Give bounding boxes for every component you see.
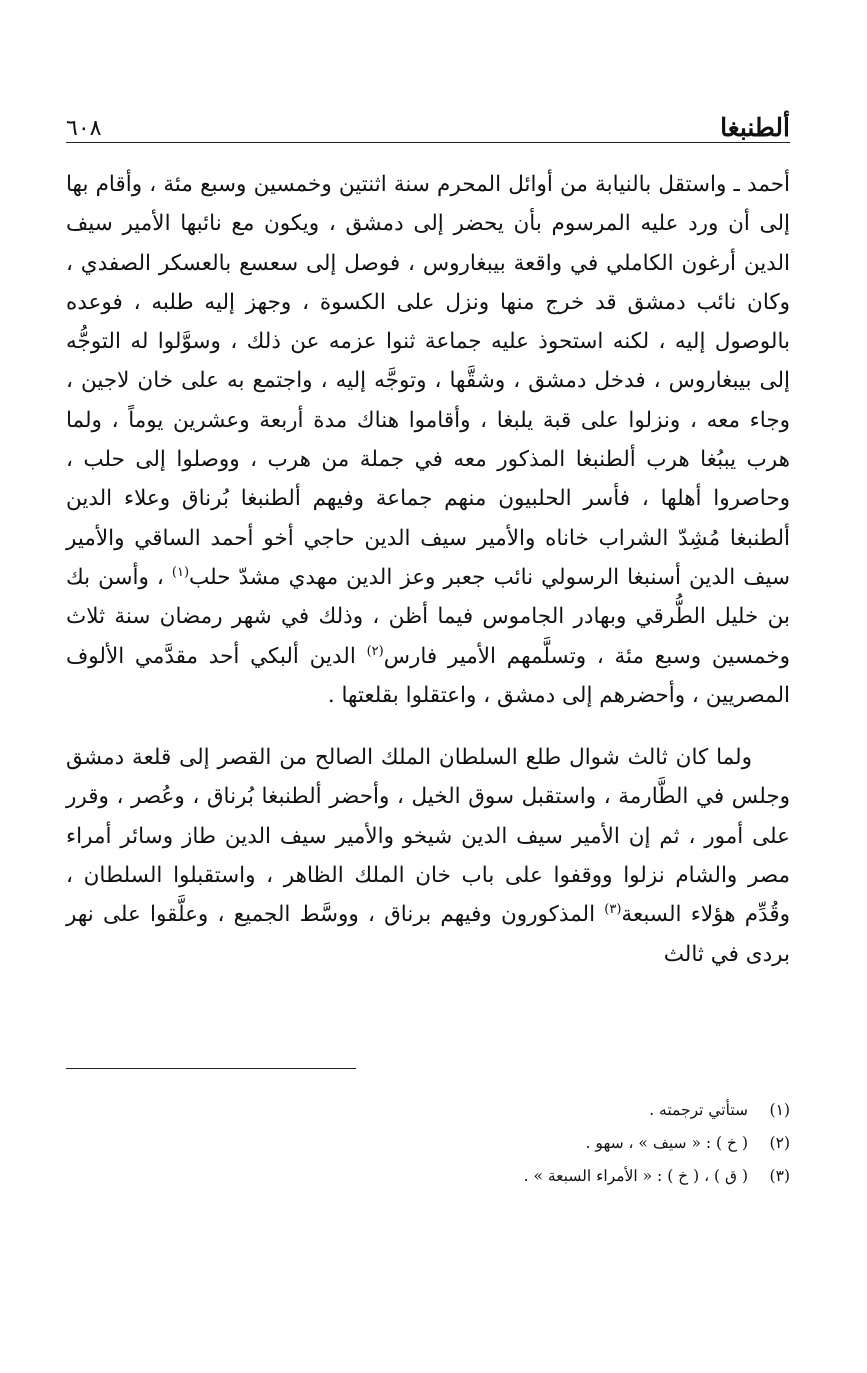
body-text: [66, 165, 790, 974]
footnote-text: ستأتي ترجمته .: [649, 1101, 748, 1119]
footnote-number: (٢): [769, 1134, 790, 1152]
footnote-rule: [66, 1068, 356, 1069]
footnote-ref-2: (٢): [366, 643, 384, 659]
paragraph-2: [66, 738, 790, 974]
footnote-2: [66, 1127, 790, 1160]
page-number: ٦٠٨: [66, 116, 102, 141]
page-header: [66, 98, 790, 140]
footnote-1: [66, 1094, 790, 1127]
paragraph-1: [66, 165, 790, 715]
footnote-ref-3: (٣): [604, 902, 622, 918]
book-page: [66, 0, 790, 1373]
footnote-text: ( خ ) : « سيف » ، سهو .: [585, 1134, 748, 1152]
footnote-number: (١): [769, 1101, 790, 1119]
footnote-number: (٣): [769, 1167, 790, 1185]
footnote-text: ( ق ) ، ( خ ) : « الأمراء السبعة » .: [523, 1167, 748, 1185]
paragraph-1-part-3: الدين ألبكي أحد مقدَّمي الألوف المصريين ، وأحضرهم إلى دمشق ، واعتقلوا بقلعتها .: [66, 643, 790, 708]
paragraph-1-part-2: ، وأسن بك بن خليل الطُّرقي وبهادر الجاموس فيما أظن ، وذلك في شهر رمضان سنة ثلاث وخمسين وسبع مئة ، وتسلَّمهم الأمير فارس: [66, 564, 791, 669]
footnotes: [66, 1094, 790, 1193]
footnote-ref-1: (١): [171, 564, 190, 580]
running-title: ألطنبغا: [720, 113, 790, 142]
header-rule: [66, 142, 790, 143]
paragraph-2-part-2: المذكورون وفيهم برناق ، ووسَّط الجميع ، وعلَّقوا على نهر بردى في ثالث: [66, 902, 790, 967]
paragraph-1-part-1: أحمد ـ واستقل بالنيابة من أوائل المحرم سنة اثنتين وخمسين وسبع مئة ، وأقام بها إلى أن ورد عليه المرسوم بأن يحضر إلى دمشق ، ويكون مع نائبها الأمير سيف الدين أرغون الكاملي في واقعة بيبغاروس ، فوصل إلى سعسع بالعسكر الصفدي ، وكان نائب دمشق قد خرج منها ونزل على الكسوة ، وجهز إليه طلبه ، فوعده بالوصول إليه ، لكنه استحوذ عليه جماعة ثنوا عزمه عن ذلك ، وسوَّلوا له التوجُّه إلى بيبغاروس ، فدخل دمشق ، وشقَّها ، وتوجَّه إليه ، واجتمع به على خان لاجين ، وجاء معه ، ونزلوا على قبة يلبغا ، وأقاموا هناك مدة أربعة وعشرين يوماً ، ولما هرب يببُغا هرب ألطنبغا المذكور معه في جملة من هرب ، ووصلوا إلى حلب ، وحاصروا أهلها ، فأسر الحلبيون منهم جماعة وفيهم ألطنبغا بُرناق وعلاء الدين ألطنبغا مُشِدّ الشراب خاناه والأمير سيف الدين حاجي أخو أحمد الساقي والأمير سيف الدين أسنبغا الرسولي نائب جعبر وعز الدين مهدي مشدّ حلب: [66, 172, 790, 590]
paragraph-2-part-1: ولما كان ثالث شوال طلع السلطان الملك الصالح من القصر إلى قلعة دمشق وجلس في الطَّارمة ، واستقبل سوق الخيل ، وأحضر ألطنبغا بُرناق ، وعُصر ، وقرر على أمور ، ثم إن الأمير سيف الدين شيخو والأمير سيف الدين طاز وسائر أمراء مصر والشام نزلوا ووقفوا على باب خان الملك الظاهر ، واستقبلوا السلطان ، وقُدِّم هؤلاء السبعة: [66, 745, 790, 928]
footnote-3: [66, 1160, 790, 1193]
